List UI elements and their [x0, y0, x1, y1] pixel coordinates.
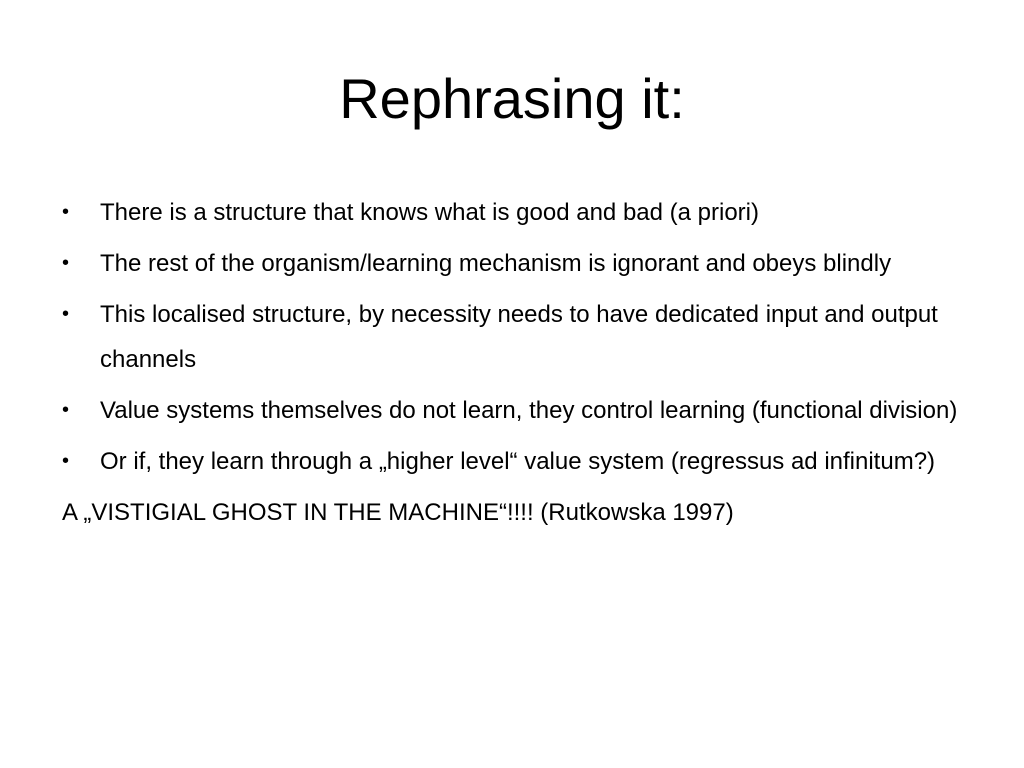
- bullet-text: There is a structure that knows what is good and bad (a priori): [100, 199, 759, 226]
- bullet-icon: •: [62, 303, 70, 325]
- bullet-text: The rest of the organism/learning mechanism is ignorant and obeys blindly: [100, 250, 892, 277]
- bullet-item: [62, 292, 962, 382]
- bullet-item: [62, 388, 962, 433]
- bullet-item: [62, 439, 962, 484]
- bullet-icon: •: [62, 201, 70, 223]
- bullet-text: This localised structure, by necessity needs to have dedicated input and output channels: [100, 301, 938, 373]
- slide-title: Rephrasing it:: [339, 67, 685, 130]
- closing-statement: A „VISTIGIAL GHOST IN THE MACHINE“!!!! (Rutkowska 1997): [62, 499, 734, 526]
- slide-body: [62, 190, 962, 535]
- bullet-icon: •: [62, 450, 70, 472]
- bullet-list: [62, 190, 962, 484]
- bullet-text: Or if, they learn through a „higher level“ value system (regressus ad infinitum?): [100, 448, 936, 475]
- bullet-item: [62, 190, 962, 235]
- bullet-icon: •: [62, 399, 70, 421]
- bullet-icon: •: [62, 252, 70, 274]
- bullet-text: Value systems themselves do not learn, they control learning (functional division): [100, 397, 958, 424]
- bullet-item: [62, 241, 962, 286]
